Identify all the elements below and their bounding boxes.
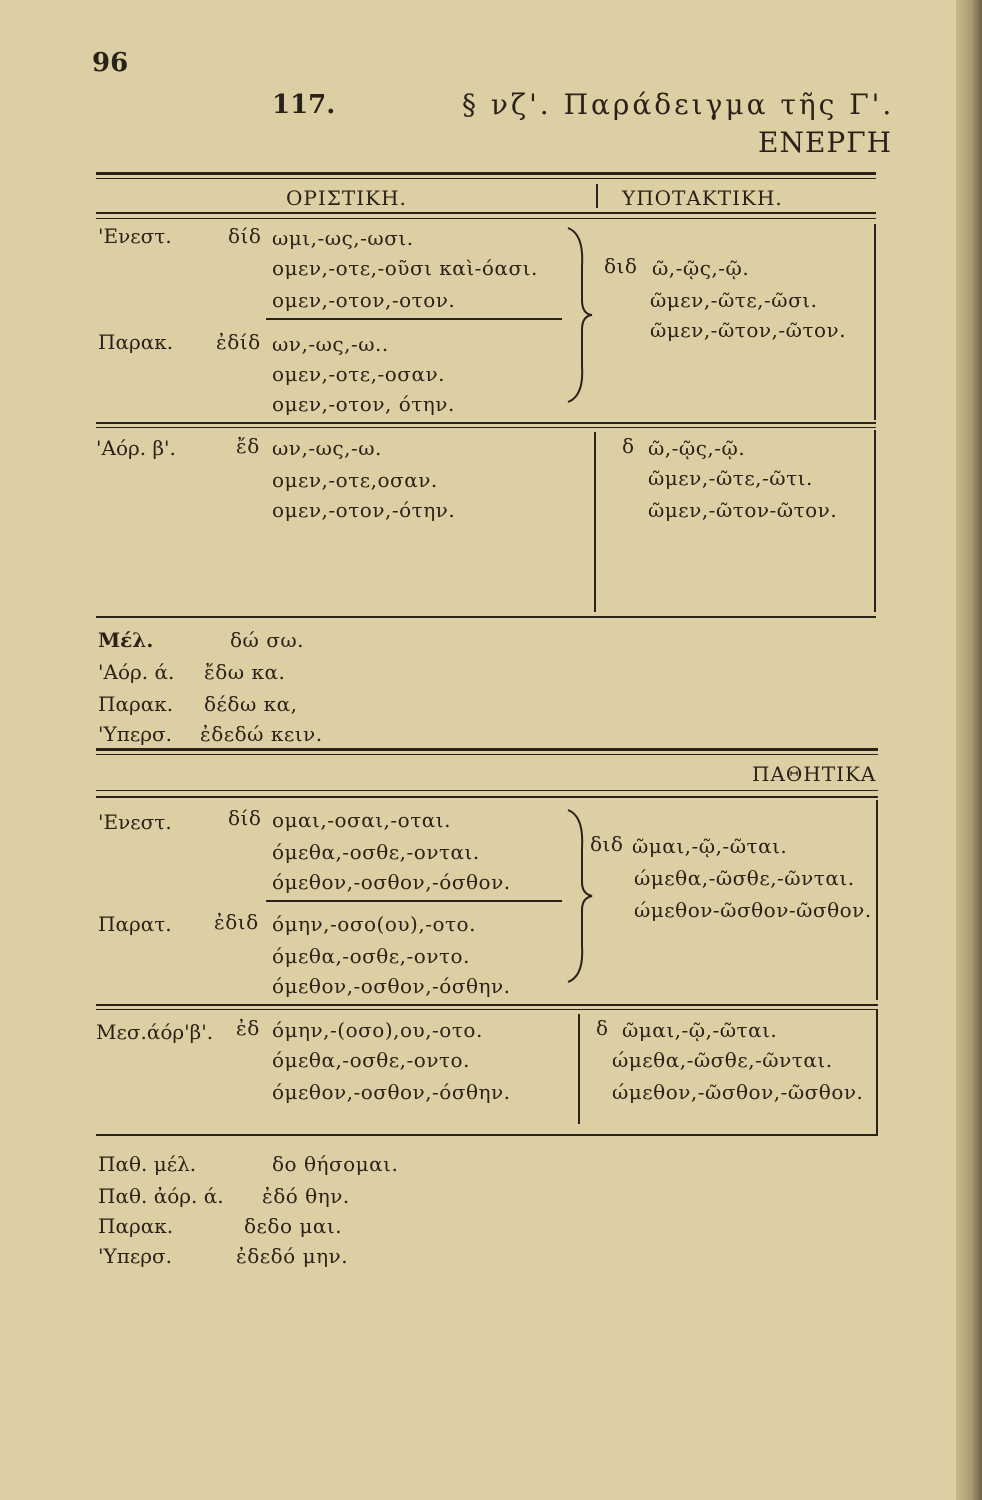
rule (96, 754, 878, 755)
stem: δ (596, 1016, 609, 1040)
form-value: ἔδω κα. (204, 660, 286, 684)
ending-line: όμην,-οσο(ου),-οτο. (272, 912, 476, 936)
stem: ἐδιδ (214, 910, 259, 934)
rule (96, 790, 878, 791)
stem: δίδ (228, 224, 262, 248)
ending-line: όμεθα,-οσθε,-οντο. (272, 944, 470, 968)
row-label: 'Ενεστ. (98, 224, 172, 248)
ending-line: ομεν,-οτον, ότην. (272, 392, 455, 416)
rule (578, 1014, 580, 1124)
rule (876, 800, 878, 1000)
ending-line: ωμι,-ως,-ωσι. (272, 226, 414, 250)
rule (876, 1010, 878, 1136)
rule (96, 422, 876, 424)
stem: διδ (604, 254, 638, 278)
ending-line: ῶμεν,-ῶτε,-ῶτι. (648, 466, 813, 490)
rule (874, 430, 876, 612)
form-value: ἐδό θην. (262, 1184, 350, 1208)
ending-line: ομεν,-οτε,-οῦσι καὶ-όασι. (272, 256, 538, 280)
stem: δίδ (228, 806, 262, 830)
ending-line: ώμεθον,-ῶσθον,-ῶσθον. (612, 1080, 864, 1104)
ending-line: ομεν,-οτε,οσαν. (272, 468, 438, 492)
ending-line: ῶ,-ῷς,-ῷ. (648, 436, 746, 460)
column-header-subjunctive: ΥΠΟΤΑΚΤΙΚΗ. (622, 186, 783, 210)
row-label: 'Ενεστ. (98, 810, 172, 834)
ending-line: ῶ,-ῷς,-ῷ. (652, 256, 750, 280)
ending-line: ῶμεν,-ῶτον-ῶτον. (648, 498, 838, 522)
ending-line: όμεθον,-οσθον,-όσθην. (272, 1080, 511, 1104)
form-value: ἐδεδώ κειν. (200, 722, 323, 746)
form-value: δεδο μαι. (244, 1214, 343, 1238)
rule (96, 748, 878, 751)
rule (96, 1004, 878, 1006)
rule (96, 1009, 878, 1010)
form-label: 'Υπερσ. (98, 1244, 172, 1268)
stem: ἐδίδ (216, 330, 261, 354)
form-label: 'Υπερσ. (98, 722, 172, 746)
stem: ἔδ (236, 434, 260, 458)
ending-line: ων,-ως,-ω.. (272, 332, 389, 356)
rule (594, 432, 596, 612)
rule (596, 184, 598, 208)
rule (96, 178, 876, 179)
stem: διδ (590, 832, 624, 856)
ending-line: όμεθον,-οσθον,-όσθην. (272, 974, 511, 998)
rule (96, 172, 876, 175)
ending-line: ων,-ως,-ω. (272, 436, 382, 460)
rule (96, 218, 876, 219)
rule (266, 318, 562, 320)
ending-line: όμεθον,-οσθον,-όσθον. (272, 870, 511, 894)
page-number: 96 (92, 48, 129, 78)
ending-line: ώμεθον-ῶσθον-ῶσθον. (634, 898, 872, 922)
row-label: 'Αόρ. β'. (96, 436, 176, 460)
rule (96, 616, 876, 618)
stem: δ (622, 434, 635, 458)
ending-line: ῶμαι,-ῷ,-ῶται. (622, 1018, 778, 1042)
rule (96, 212, 876, 214)
row-label: Παρατ. (98, 912, 172, 936)
ending-line: ομεν,-οτε,-οσαν. (272, 362, 445, 386)
stem: ἐδ (236, 1016, 260, 1040)
page-subtitle: ΕΝΕΡΓΗ (758, 126, 893, 159)
ending-line: όμεθα,-οσθε,-οντο. (272, 1048, 470, 1072)
ending-line: ομεν,-οτον,-ότην. (272, 498, 456, 522)
ending-line: ώμεθα,-ῶσθε,-ῶνται. (634, 866, 855, 890)
ending-line: ῶμεν,-ῶτε,-ῶσι. (650, 288, 818, 312)
row-label: Μεσ.άόρ'β'. (96, 1020, 214, 1044)
form-label: Παθ. ἀόρ. ά. (98, 1184, 224, 1208)
form-value: δο θήσομαι. (272, 1152, 399, 1176)
rule (96, 427, 876, 428)
ending-line: ομαι,-οσαι,-οται. (272, 808, 451, 832)
ending-line: όμεθα,-οσθε,-ονται. (272, 840, 480, 864)
page-title: § νζ'. Παράδειγμα τῆς Γ'. (462, 88, 895, 121)
form-value: δώ σω. (230, 628, 305, 652)
column-header-indicative: ΟΡΙΣΤΙΚΗ. (286, 186, 407, 210)
form-label: 'Αόρ. ά. (98, 660, 175, 684)
ending-line: όμην,-(οσο),ου,-οτο. (272, 1018, 483, 1042)
form-label: Μέλ. (98, 628, 154, 652)
page-edge (956, 0, 982, 1500)
rule (96, 1134, 878, 1136)
form-label: Παρακ. (98, 1214, 174, 1238)
form-label: Παθ. μέλ. (98, 1152, 197, 1176)
ending-line: ώμεθα,-ῶσθε,-ῶνται. (612, 1048, 833, 1072)
form-label: Παρακ. (98, 692, 174, 716)
form-value: δέδω κα, (204, 692, 298, 716)
ending-line: ῶμεν,-ῶτον,-ῶτον. (650, 318, 847, 342)
section-number: 117. (272, 90, 336, 120)
rule (266, 900, 562, 902)
ending-line: ῶμαι,-ῷ,-ῶται. (632, 834, 788, 858)
rule (96, 796, 878, 798)
section-title-passive: ΠΑΘΗΤΙΚΑ (752, 762, 877, 786)
rule (874, 224, 876, 420)
ending-line: ομεν,-οτον,-οτον. (272, 288, 456, 312)
row-label: Παρακ. (98, 330, 174, 354)
form-value: ἐδεδό μην. (236, 1244, 349, 1268)
brace-icon (562, 226, 594, 404)
